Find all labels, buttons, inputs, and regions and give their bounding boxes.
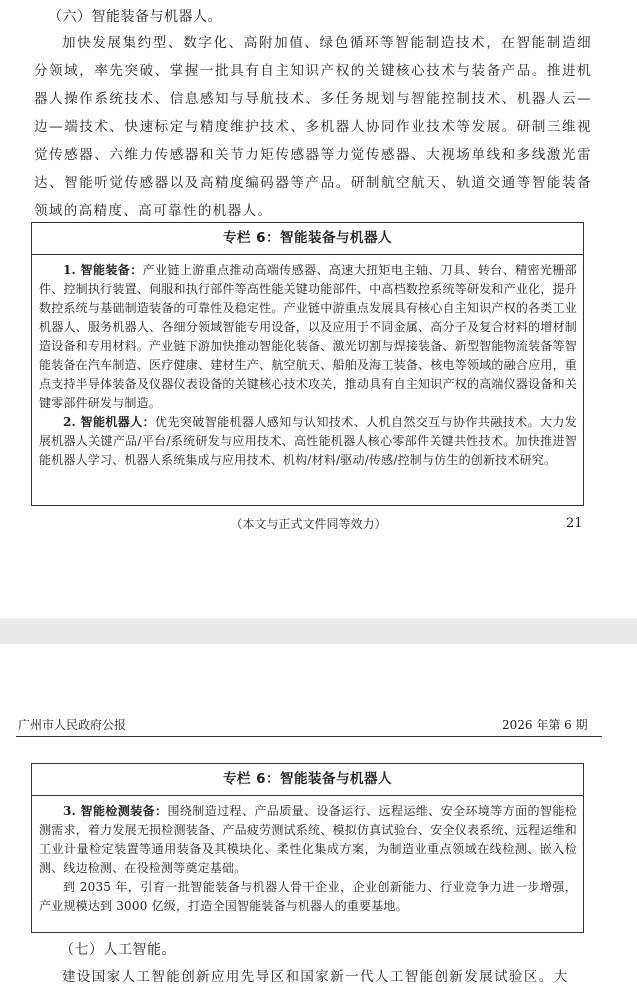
column-box xyxy=(31,222,584,506)
header-rule xyxy=(16,736,602,737)
body-paragraph: 加快发展集约型、数字化、高附加值、绿色循环等智能制造技术，在智能制造细分领域，率先突破、掌握一批具有自主知识产权的关键核心技术与装备产品。推进机器人操作系统技术、信息感知与导航技术、多任务规划与智能控制技术、机器人云—边—端技术、快速标定与精度维护技术、多机器人协同作业技术等发展。研制三维视觉传感器、六维力传感器和关节力矩传感器等力觉传感器、大视场单线和多线激光雷达、智能听觉传感器以及高精度编码器等产品。研制航空航天、轨道交通等智能装备领域的高精度、高可靠性的机器人。 xyxy=(34,35,592,219)
section-heading: （七）人工智能。 xyxy=(60,942,176,958)
box-body xyxy=(32,255,583,470)
section-heading: （六）智能装备与机器人。 xyxy=(48,9,222,25)
page-number: 21 xyxy=(566,516,583,531)
document-page-next xyxy=(0,644,637,993)
item-text: 围绕制造过程、产品质量、设备运行、远程运维、安全环境等方面的智能检测需求，着力发展无损检测装备、产品疲劳测试系统、模拟仿真试验台、安全仪表系统、远程运维和工业计量检定装置等通用装备及其模块化、柔性化集成方案，为制造业重点领域在线检测、嵌入检测、线边检测、在役检测等奠定基础。 xyxy=(39,804,577,875)
box-item xyxy=(39,261,577,413)
running-header-issue: 2026 年第 6 期 xyxy=(502,718,588,732)
item-label: 3. 智能检测装备： xyxy=(63,804,168,818)
running-header-title: 广州市人民政府公报 xyxy=(18,718,127,732)
item-label: 2. 智能机器人： xyxy=(63,415,156,429)
item-label: 1. 智能装备： xyxy=(63,263,143,277)
box-body xyxy=(32,796,583,916)
item-text: 优先突破智能机器人感知与认知技术、人机自然交互与协作共融技术。大力发展机器人关键产品/平台/系统研发与应用技术、高性能机器人核心零部件关键共性技术。加快推进智能机器人学习、机器人系统集成与应用技术、机构/材料/驱动/传感/控制与仿生的创新技术研究。 xyxy=(39,415,577,467)
item-text: 到 2035 年，引育一批智能装备与机器人骨干企业，企业创新能力、行业竞争力进一步增强，产业规模达到 3000 亿级，打造全国智能装备与机器人的重要基地。 xyxy=(39,880,577,913)
box-item xyxy=(39,413,577,470)
box-item xyxy=(39,878,577,916)
column-box xyxy=(31,763,584,933)
footer-note: （本文与正式文件同等效力） xyxy=(230,517,387,531)
item-text: 产业链上游重点推动高端传感器、高速大扭矩电主轴、刀具、转台、精密光栅部件、控制执行装置、伺服和执行部件等高性能关键功能部件、中高档数控系统等研发和产业化，提升数控系统与基础制造装备的可靠性及稳定性。产业链中游重点发展具有核心自主知识产权的各类工业机器人、服务机器人、各细分领域智能专用设备，以及应用于不同金属、高分子及复合材料的增材制造设备和专用材料。产业链下游加快推动智能化装备、激光切割与焊接装备、新型智能物流装备等智能装备在汽车制造、医疗健康、建材生产、航空航天、船舶及海工装备、核电等领域的融合应用，重点支持半导体装备及仪器仪表设备的关键核心技术攻关，推动具有自主知识产权的高端仪器设备和关键零部件研发与制造。 xyxy=(39,263,577,410)
page-separator xyxy=(0,618,637,644)
box-title: 专栏 6：智能装备与机器人 xyxy=(32,223,583,255)
box-item xyxy=(39,802,577,878)
body-paragraph: 建设国家人工智能创新应用先导区和国家新一代人工智能创新发展试验区。大 xyxy=(62,969,569,985)
box-title: 专栏 6：智能装备与机器人 xyxy=(32,764,583,796)
